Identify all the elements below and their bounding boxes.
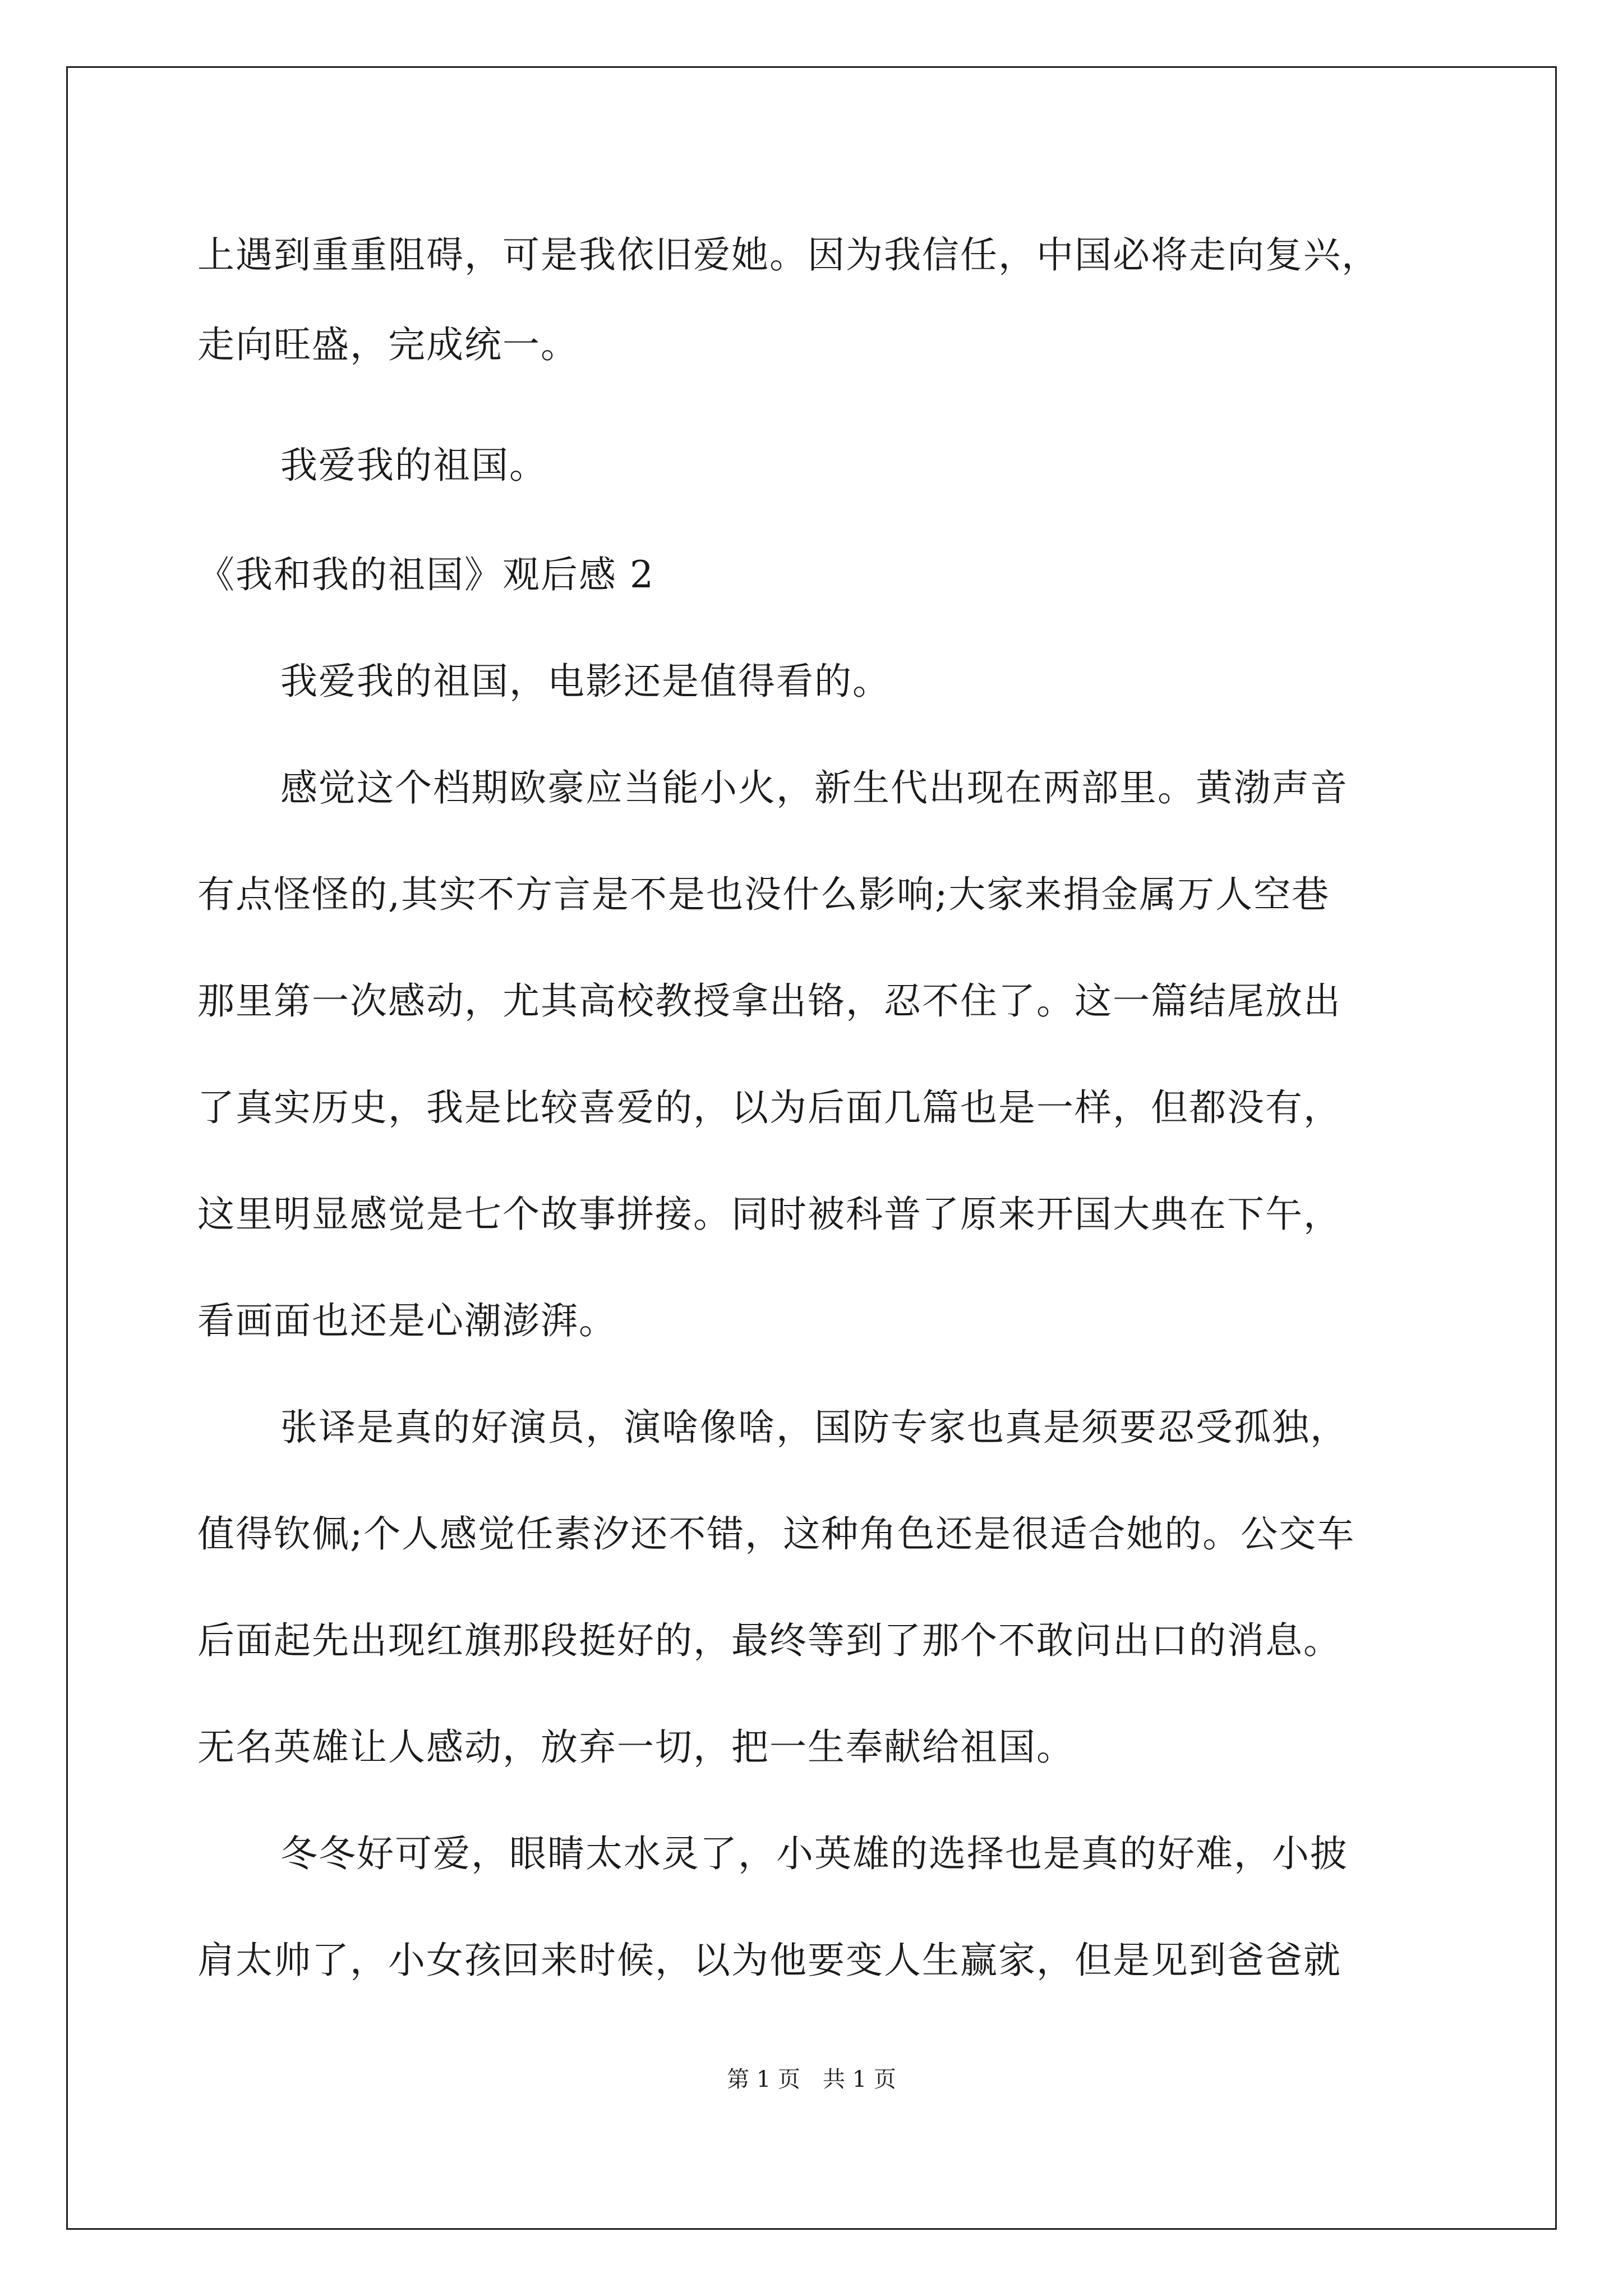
text-line: 冬冬好可爱，眼睛太水灵了，小英雄的选择也是真的好难，小披 — [280, 1832, 1348, 1875]
text-line: 走向旺盛，完成统一。 — [197, 323, 579, 366]
text-line: 值得钦佩;个人感觉任素汐还不错，这种角色还是很适合她的。公交车 — [197, 1512, 1355, 1556]
text-line: 无名英雄让人感动，放弃一切，把一生奉献给祖国。 — [197, 1726, 1075, 1769]
text-line: 这里明显感觉是七个故事拼接。同时被科普了原来开国大典在下午， — [197, 1193, 1341, 1236]
section-heading: 《我和我的祖国》观后感 2 — [197, 553, 654, 596]
text-line: 感觉这个档期欧豪应当能小火，新生代出现在两部里。黄渤声音 — [280, 766, 1348, 809]
text-line: 有点怪怪的,其实不方言是不是也没什么影响;大家来捐金属万人空巷 — [197, 873, 1330, 916]
text-line: 我爱我的祖国，电影还是值得看的。 — [280, 660, 891, 703]
text-line: 张译是真的好演员，演啥像啥，国防专家也真是须要忍受孤独， — [280, 1406, 1348, 1449]
page-number-footer: 第 1 页 共 1 页 — [727, 2067, 896, 2092]
text-line: 了真实历史，我是比较喜爱的，以为后面几篇也是一样，但都没有， — [197, 1086, 1341, 1129]
text-line: 那里第一次感动，尤其高校教授拿出铬，忍不住了。这一篇结尾放出 — [197, 979, 1341, 1023]
page-border — [66, 66, 1557, 2230]
text-line: 肩太帅了，小女孩回来时候，以为他要变人生赢家，但是见到爸爸就 — [197, 1939, 1341, 1982]
text-line: 后面起先出现红旗那段挺好的，最终等到了那个不敢问出口的消息。 — [197, 1619, 1341, 1662]
text-line: 上遇到重重阻碍，可是我依旧爱她。因为我信任，中国必将走向复兴， — [197, 233, 1380, 277]
text-line: 我爱我的祖国。 — [280, 444, 547, 487]
text-line: 看画面也还是心潮澎湃。 — [197, 1299, 617, 1342]
